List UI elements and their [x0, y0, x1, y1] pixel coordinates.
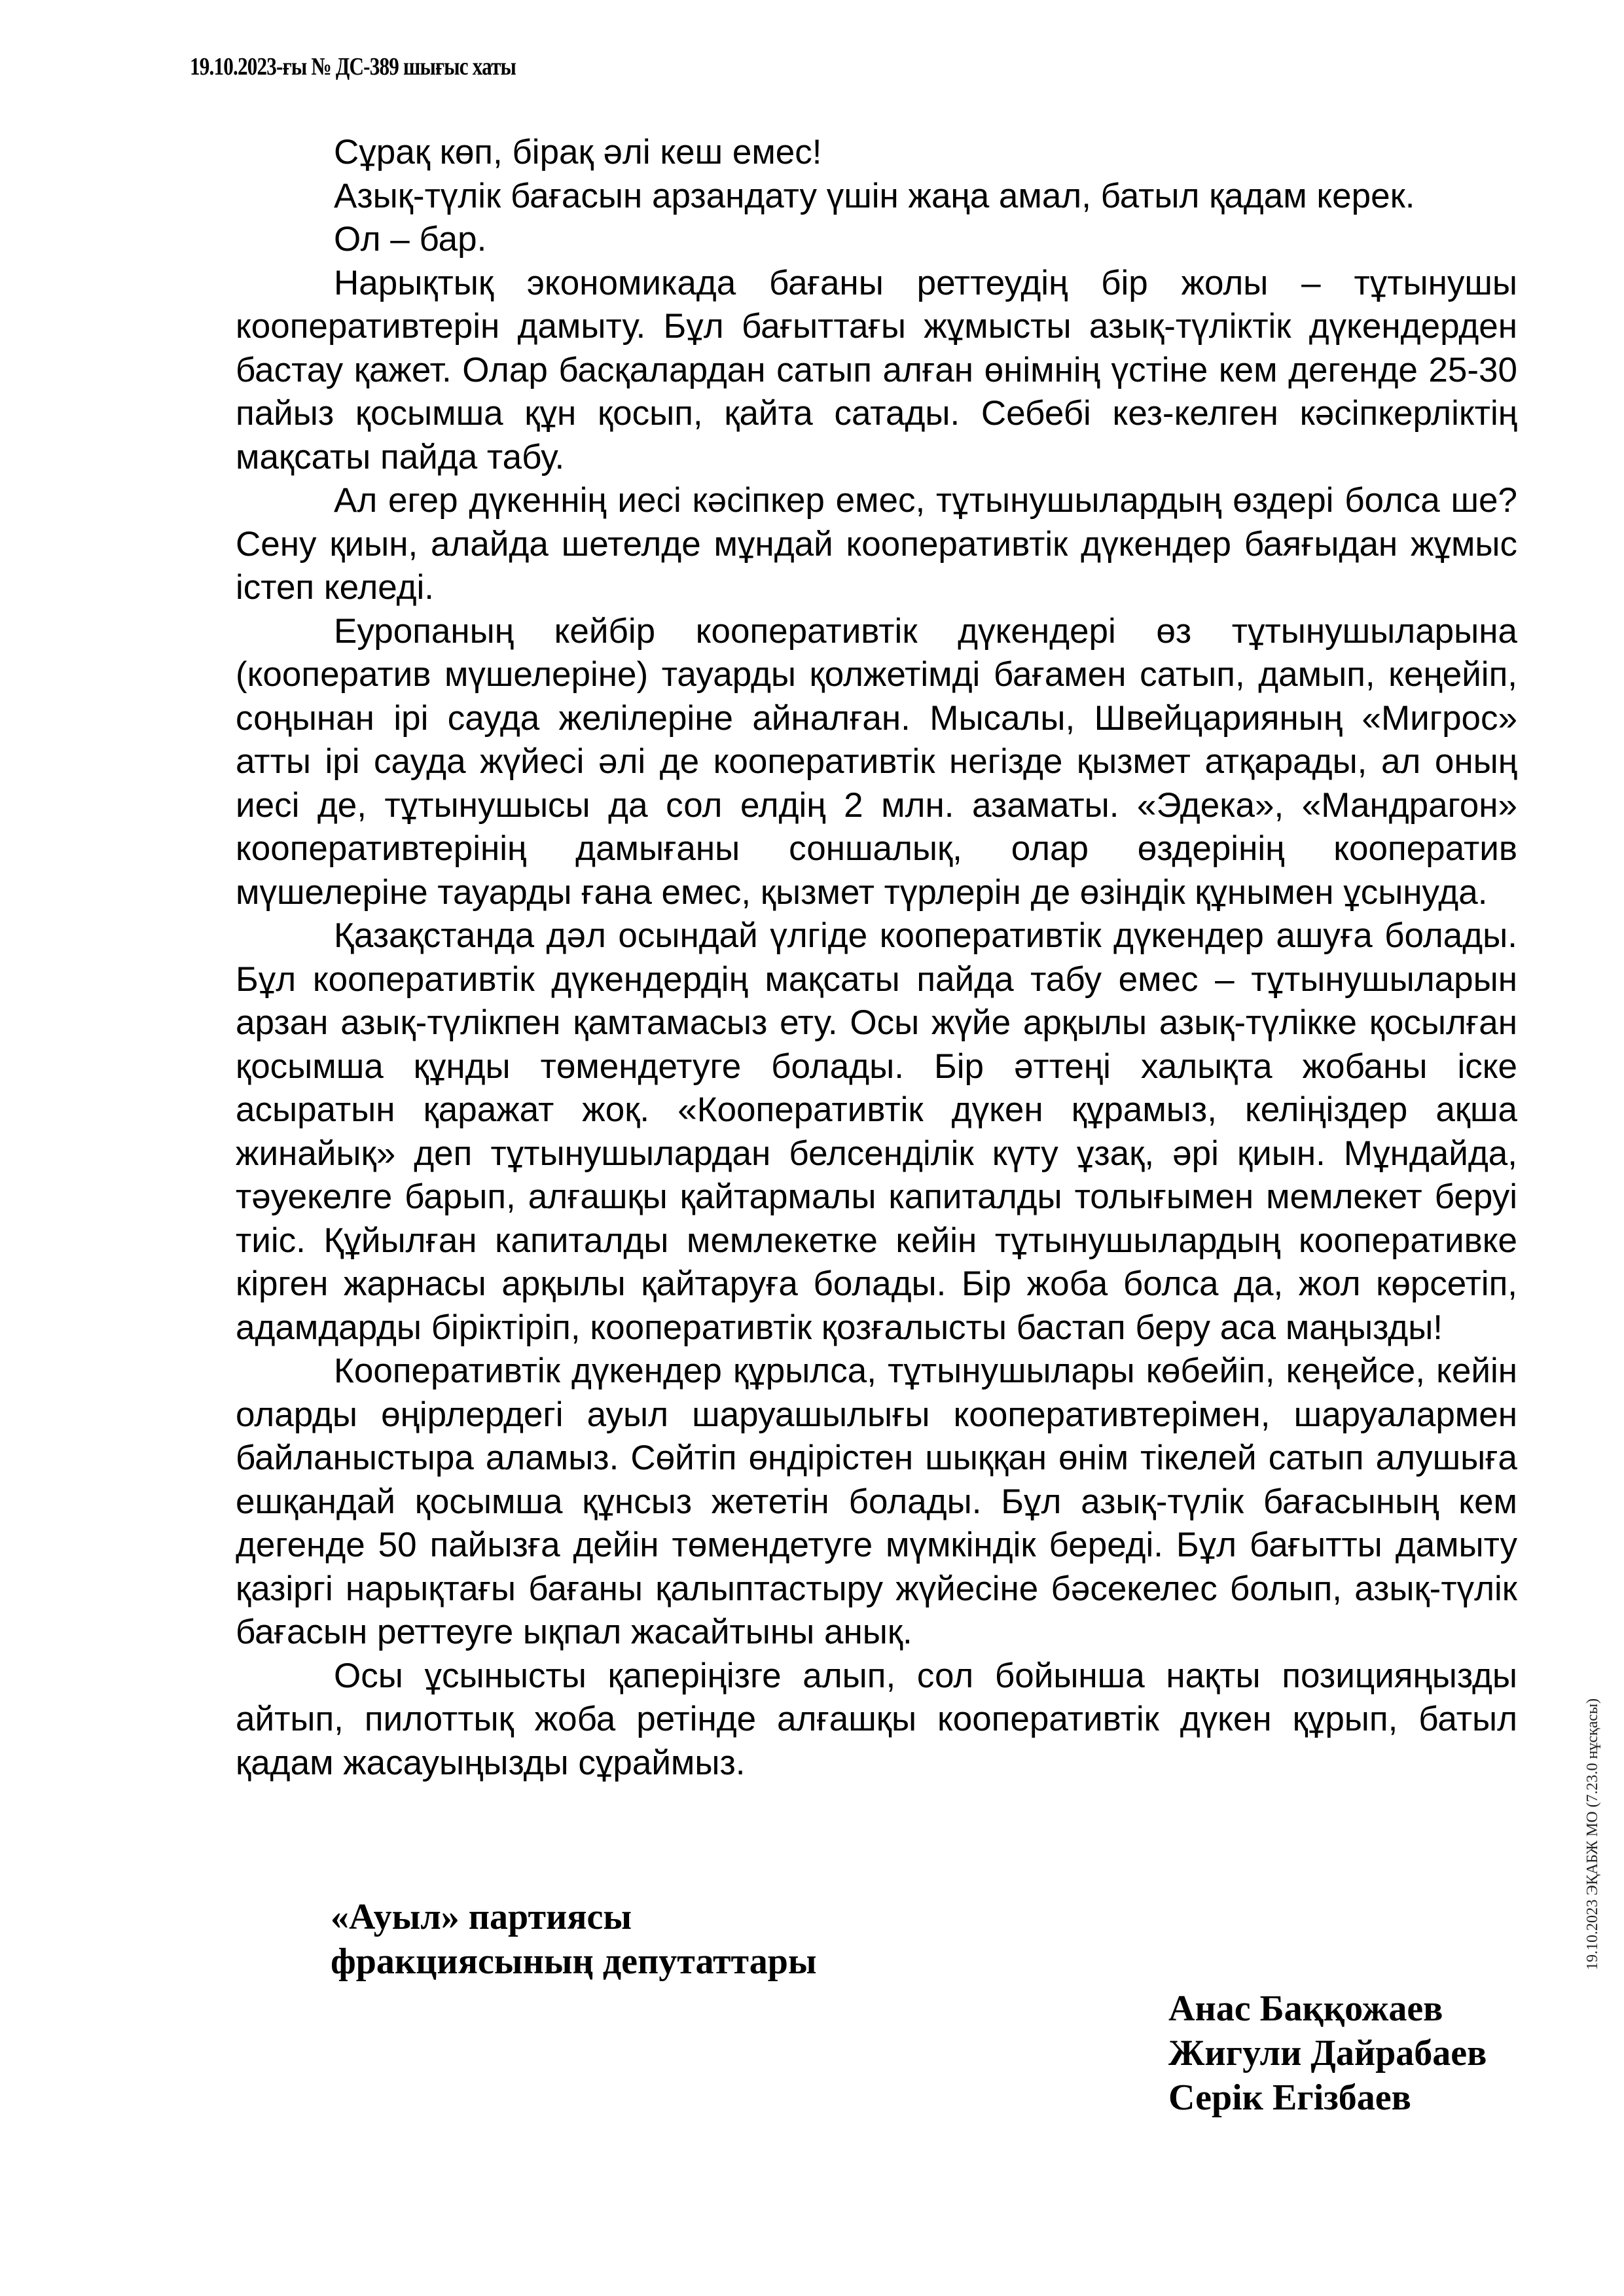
signers-block	[1168, 1986, 1487, 2120]
party-block	[331, 1895, 817, 1984]
paragraph: Ол – бар.	[334, 220, 487, 259]
paragraph: Еуропаның кейбір кооперативтік дүкендері өз тұтынушыларына (кооператив мүшелеріне) тауарды қолжетімді бағамен сатып, дамып, кеңейіп, соңынан ірі сауда желілеріне айналған. Мысалы, Швейцарияның «Мигрос» атты ірі сауда жүйесі әлі де кооперативтік негізде қызмет атқарады, ал оның иесі де, тұтынушысы да сол елдің 2 млн. азаматы. «Эдека», «Мандрагон» кооперативтерінің дамығаны соншалық, олар өздерінің кооператив мүшелеріне тауарды ғана емес, қызмет түрлерін де өзіндік құнымен ұсынуда.	[236, 611, 1517, 912]
party-name: «Ауыл» партиясы	[331, 1897, 632, 1937]
edms-stamp: 19.10.2023 ЭҚАБЖ МО (7.23.0 нұсқасы)	[1584, 1698, 1601, 1970]
letter-body	[236, 131, 1517, 1785]
paragraph: Қазақстанда дәл осындай үлгіде кооперативтік дүкендер ашуға болады. Бұл кооперативтік дүкендердің мақсаты пайда табу емес – тұтынушыларын арзан азық-түлікпен қамтамасыз ету. Осы жүйе арқылы азық-түлікке қосылған қосымша құнды төмендетуге болады. Бір әттеңі халықта жобаны іске асыратын қаражат жоқ. «Кооперативтік дүкен құрамыз, келіңіздер ақша жинайық» деп тұтынушылардан белсенділік күту ұзақ, әрі қиын. Мұндайда, тәуекелге барып, алғашқы қайтармалы капиталды толығымен мемлекет беруі тиіс. Құйылған капиталды мемлекетке кейін тұтынушылардың кооперативке кірген жарнасы арқылы қайтаруға болады. Бір жоба болса да, жол көрсетіп, адамдарды біріктіріп, кооперативтік қозғалысты бастап беру аса маңызды!	[236, 916, 1517, 1347]
paragraph: Нарықтық экономикада бағаны реттеудің бір жолы – тұтынушы кооперативтерін дамыту. Бұл бағыттағы жұмысты азық-түліктік дүкендерден бастау қажет. Олар басқалардан сатып алған өнімнің үстіне кем дегенде 25-30 пайыз қосымша құн қосып, қайта сатады. Себебі кез-келген кәсіпкерліктің мақсаты пайда табу.	[236, 263, 1517, 476]
signer-name: Анас Баққожаев	[1168, 1988, 1443, 2029]
paragraph: Ал егер дүкеннің иесі кәсіпкер емес, тұтынушылардың өздері болса ше? Сену қиын, алайда шетелде мұндай кооперативтік дүкендер баяғыдан жұмыс істеп келеді.	[236, 481, 1517, 607]
signer-name: Серік Егізбаев	[1168, 2077, 1411, 2118]
signer-name: Жигули Дайрабаев	[1168, 2033, 1487, 2073]
paragraph: Кооперативтік дүкендер құрылса, тұтынушылары көбейіп, кеңейсе, кейін оларды өңірлердегі ауыл шаруашылығы кооперативтерімен, шаруалармен байланыстыра аламыз. Сөйтіп өндірістен шыққан өнім тікелей сатып алушыға ешқандай қосымша құнсыз жететін болады. Бұл азық-түлік бағасының кем дегенде 50 пайызға дейін төмендетуге мүмкіндік береді. Бұл бағытты дамыту қазіргі нарықтағы бағаны қалыптастыру жүйесіне бәсекелес болып, азық-түлік бағасын реттеуге ықпал жасайтыны анық.	[236, 1352, 1517, 1651]
paragraph: Сұрақ көп, бірақ әлі кеш емес!	[334, 133, 822, 171]
paragraph: Азық-түлік бағасын арзандату үшін жаңа амал, батыл қадам керек.	[334, 176, 1415, 215]
faction-deputies: фракциясының депутаттары	[331, 1941, 817, 1982]
paragraph: Осы ұсынысты қаперіңізге алып, сол бойынша нақты позицияңызды айтып, пилоттық жоба ретінде алғашқы кооперативтік дүкен құрып, батыл қадам жасауыңызды сұраймыз.	[236, 1656, 1517, 1782]
outgoing-reference: 19.10.2023-ғы № ДС-389 шығыс хаты	[190, 53, 516, 81]
